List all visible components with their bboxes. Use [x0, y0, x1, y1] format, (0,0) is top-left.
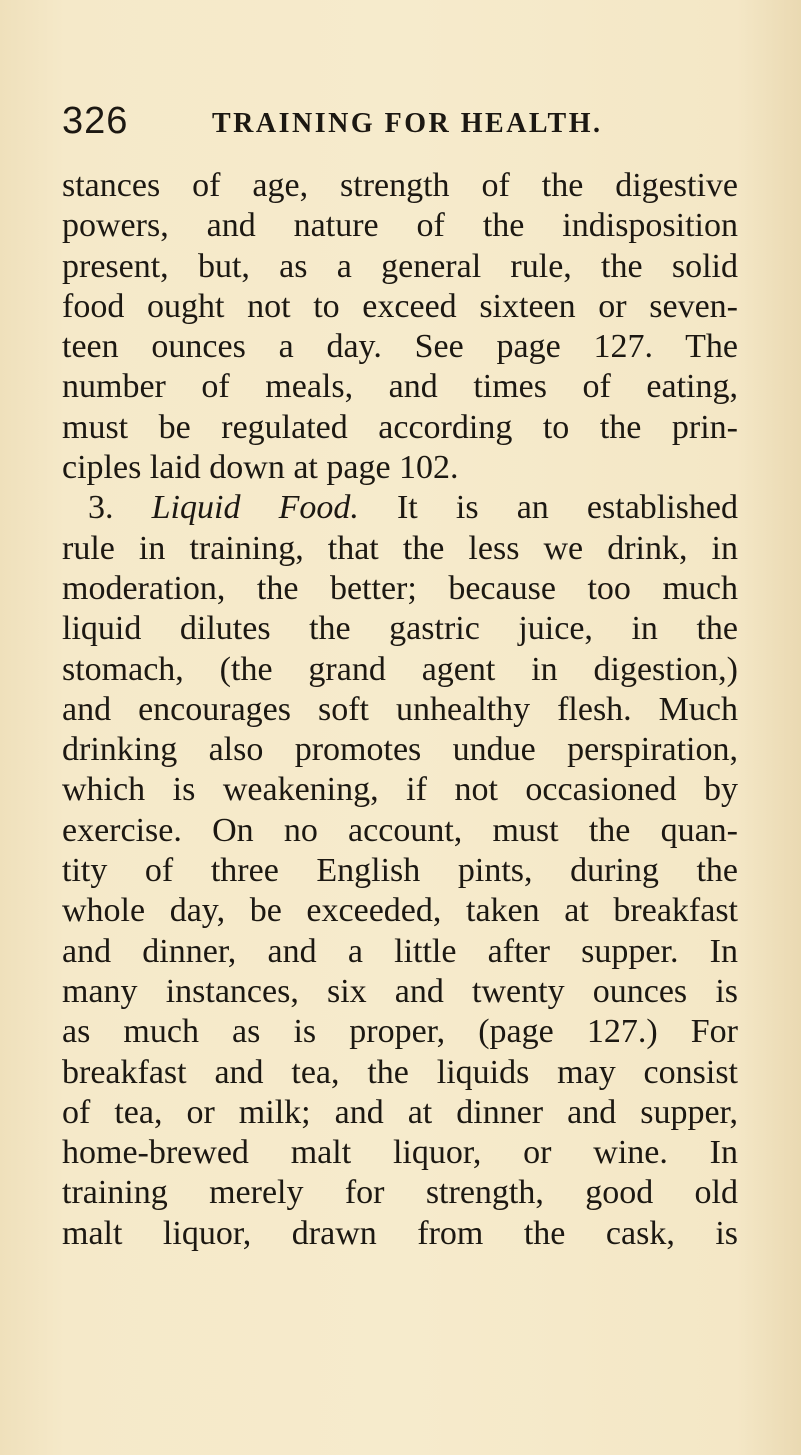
page-header [62, 100, 742, 150]
text-line: present, but, as a general rule, the solid [62, 247, 738, 285]
text-line: home-brewed malt liquor, or wine. In [62, 1134, 738, 1172]
text-line: which is weakening, if not occasioned by [62, 771, 738, 809]
running-head: TRAINING FOR HEALTH. [212, 108, 603, 139]
text-line: teen ounces a day. See page 127. The [62, 328, 738, 366]
text-line: ciples laid down at page 102. [62, 449, 459, 487]
text-line: breakfast and tea, the liquids may consist [62, 1053, 738, 1091]
text-line: of tea, or milk; and at dinner and supper, [62, 1093, 738, 1131]
text-line: malt liquor, drawn from the cask, is [62, 1214, 738, 1252]
text-line: whole day, be exceeded, taken at breakfast [62, 892, 738, 930]
text-line: drinking also promotes undue perspiration, [62, 731, 738, 769]
text-line: and encourages soft unhealthy flesh. Much [62, 690, 738, 728]
text-line: moderation, the better; because too much [62, 569, 738, 607]
section-number: 3. [88, 489, 114, 527]
text-line: and dinner, and a little after supper. In [62, 932, 738, 970]
text-line: number of meals, and times of eating, [62, 368, 738, 406]
page-number: 326 [62, 100, 129, 142]
text-line: stances of age, strength of the digestive [62, 167, 738, 204]
text-line: tity of three English pints, during the [62, 852, 738, 890]
text-line: training merely for strength, good old [62, 1174, 738, 1212]
text-line: food ought not to exceed sixteen or seven- [62, 287, 738, 325]
text-line: rule in training, that the less we drink, in [62, 529, 738, 567]
section-title: Liquid Food. [151, 489, 359, 527]
text-line: liquid dilutes the gastric juice, in the [62, 610, 738, 648]
text-line: stomach, (the grand agent in digestion,) [62, 650, 738, 688]
section-lead: It is an established [396, 489, 738, 527]
text-line: exercise. On no account, must the quan- [62, 811, 738, 849]
text-line: powers, and nature of the indisposition [62, 207, 738, 245]
section-heading-line [62, 488, 738, 528]
body-text [62, 166, 738, 1254]
text-line: as much as is proper, (page 127.) For [62, 1013, 738, 1051]
text-line: must be regulated according to the prin- [62, 408, 738, 446]
text-line: many instances, six and twenty ounces is [62, 972, 738, 1010]
